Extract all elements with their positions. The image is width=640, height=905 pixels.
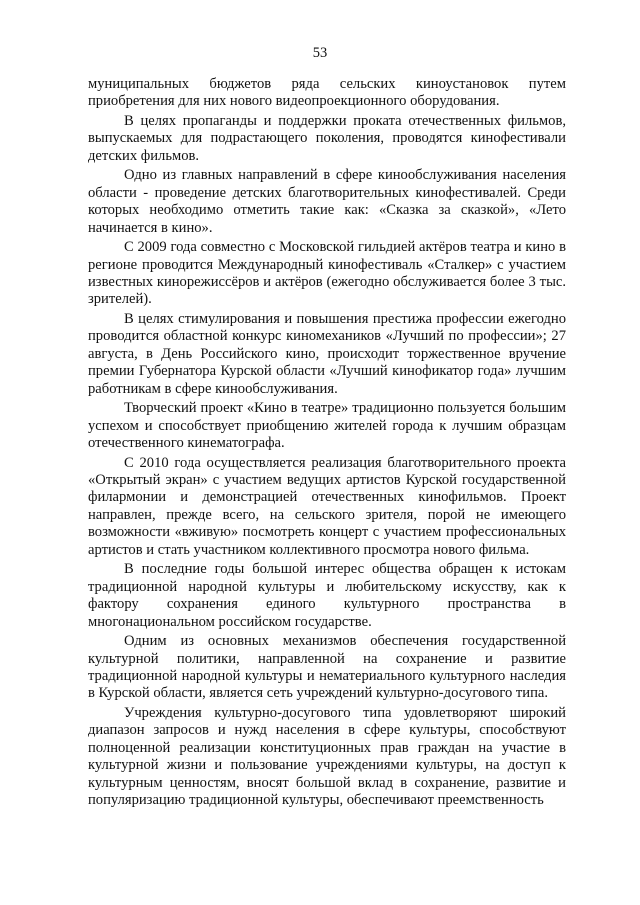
paragraph: В целях пропаганды и поддержки проката отечественных фильмов, выпускаемых для подрастающего поколения, проводятся кинофестивали детских фильмов. bbox=[88, 113, 566, 164]
paragraph: Учреждения культурно-досугового типа удовлетворяют широкий диапазон запросов и нужд населения в сфере культуры, способствуют полноценной реализации конституционных прав граждан на участие в культурной жизни и пользование учреждениями культуры, на доступ к культурным ценностям, вносят большой вклад в сохранение, развитие и популяризацию традиционной культуры, обеспечивают преемственность bbox=[88, 704, 566, 808]
paragraph: Творческий проект «Кино в театре» традиционно пользуется большим успехом и способствует приобщению жителей города к лучшим образцам отечественного кинематографа. bbox=[88, 400, 566, 452]
paragraph: С 2010 года осуществляется реализация благотворительного проекта «Открытый экран» с участием ведущих артистов Курской государственной филармонии и демонстрацией отечественных кинофильмов. Проект направлен, прежде всего, на сельского зрителя, порой не имеющего возможности «вживую» посмотреть концерт с участием профессиональных артистов и стать участником коллективного просмотра нового фильма. bbox=[88, 454, 566, 558]
paragraph: муниципальных бюджетов ряда сельских киноустановок путем приобретения для них нового видеопроекционного оборудования. bbox=[88, 76, 566, 110]
paragraph: Одно из главных направлений в сфере кинообслуживания населения области - проведение детских благотворительных кинофестивалей. Среди которых необходимо отметить такие как: «Сказка за сказкой», «Лето начинается в кино». bbox=[88, 167, 566, 236]
paragraph: В последние годы большой интерес общества обращен к истокам традиционной народной культуры и любительскому искусству, как к фактору сохранения единого культурного пространства в многонациональном российском государстве. bbox=[88, 561, 566, 630]
paragraph: Одним из основных механизмов обеспечения государственной культурной политики, направленной на сохранение и развитие традиционной народной культуры и нематериального культурного наследия в Курской области, является сеть учреждений культурно-досугового типа. bbox=[88, 633, 566, 702]
page-number: 53 bbox=[312, 45, 328, 61]
document-body bbox=[88, 76, 566, 812]
paragraph: В целях стимулирования и повышения престижа профессии ежегодно проводится областной конкурс киномехаников «Лучший по профессии»; 27 августа, в День Российского кино, происходит торжественное вручение премии Губернатора Курской области «Лучший кинофикатор года» лучшим работникам в сфере кинообслуживания. bbox=[88, 311, 566, 397]
paragraph: С 2009 года совместно с Московской гильдией актёров театра и кино в регионе проводится Международный кинофестиваль «Сталкер» с участием известных кинорежиссёров и актёров (ежегодно обслуживается более 3 тыс. зрителей). bbox=[88, 239, 566, 308]
